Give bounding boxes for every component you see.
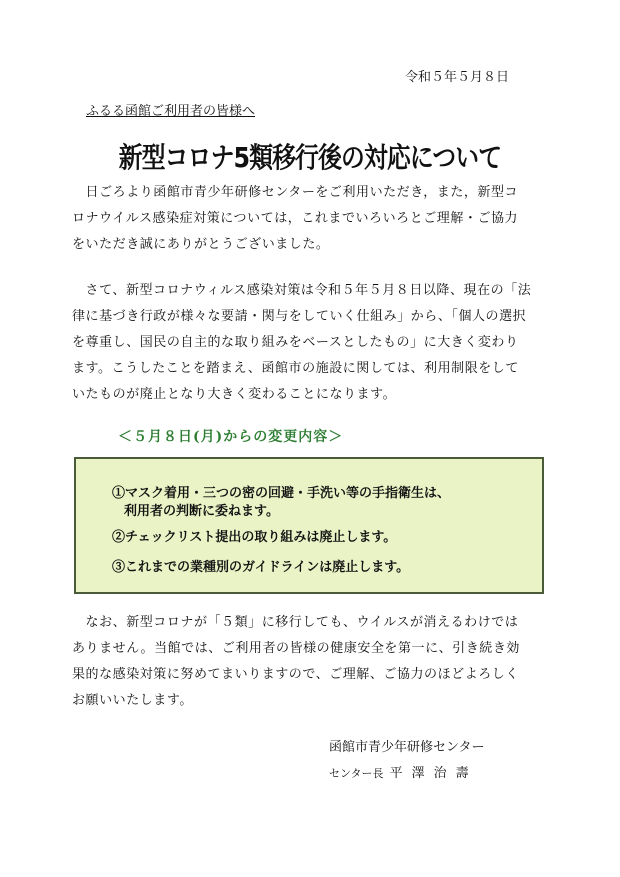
paragraph-line: ます。こうしたことを踏まえ、函館市の施設に関しては、利用制限をして <box>72 361 519 376</box>
paragraph-line: をいただき誠にありがとうございました。 <box>72 237 330 252</box>
paragraph-line: 律に基づき行政が様々な要請・関与をしていく仕組み」から、「個人の選択 <box>72 309 527 324</box>
paragraph-closing <box>72 610 550 714</box>
paragraph-line: さて、新型コロナウィルス感染対策は令和５年５月８日以降、現在の「法 <box>72 283 532 298</box>
paragraph-policy-change <box>72 278 550 408</box>
change-item-1-continuation: 利用者の判断に委ねます。 <box>124 504 279 519</box>
signature-organization: 函館市青少年研修センター <box>329 740 485 755</box>
paragraph-line: いたものが廃止となり大きく変わることになります。 <box>72 387 397 402</box>
change-item-1: ①マスク着用・三つの密の回避・手洗い等の手指衛生は、 <box>112 486 451 501</box>
paragraph-line: なお、新型コロナが「５類」に移行しても、ウイルスが消えるわけでは <box>72 615 519 630</box>
change-item-2: ②チェックリスト提出の取り組みは廃止します。 <box>112 530 397 545</box>
signature-title: センター長 <box>329 767 384 780</box>
document-date: 令和５年５月８日 <box>405 70 510 85</box>
paragraph-line: お願いいたします。 <box>72 693 193 708</box>
paragraph-greeting <box>72 180 550 258</box>
signature-name: 平澤治壽 <box>389 766 478 781</box>
document-title: 新型コロナ5類移行後の対応について <box>118 141 502 174</box>
changes-box <box>74 457 544 594</box>
paragraph-line: ありません。当館では、ご利用者の皆様の健康安全を第一に、引き続き効 <box>72 641 520 656</box>
paragraph-line: 果的な感染対策に努めてまいりますので、ご理解、ご協力のほどよろしく <box>72 667 519 682</box>
paragraph-line: 日ごろより函館市青少年研修センターをご利用いただき，また，新型コ <box>72 185 519 200</box>
change-item-3: ③これまでの業種別のガイドラインは廃止します。 <box>112 560 410 575</box>
changes-heading: ＜５月８日(月)からの変更内容＞ <box>118 429 344 445</box>
signature-line <box>329 762 478 781</box>
paragraph-line: を尊重し、国民の自主的な取り組みをベースとしたもの」に大きく変わり <box>72 335 519 350</box>
paragraph-line: ロナウイルス感染症対策については，これまでいろいろとご理解・ご協力 <box>72 211 519 226</box>
addressee: ふるる函館ご利用者の皆様へ <box>86 104 256 119</box>
